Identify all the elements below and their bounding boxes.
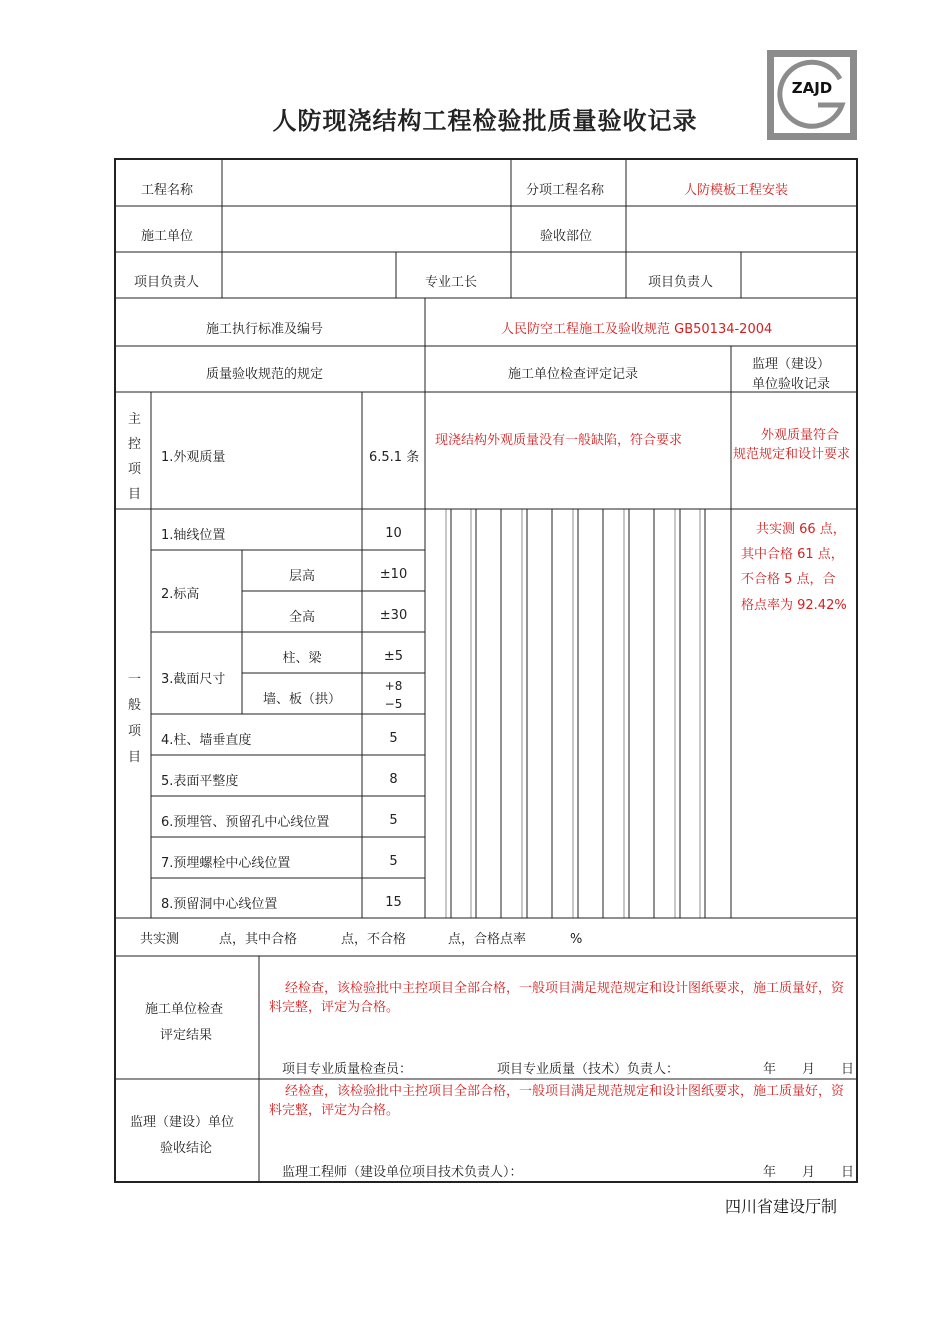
item-verticality-value: 5 [389, 731, 398, 746]
project-leader2-label: 项目负责人 [648, 275, 714, 290]
supervisor-result-text: 经检查，该检验批中主控项目全部合格，一般项目满足规范规定和设计图纸要求，施工质量好，资料完整，评定为合格。 [269, 1084, 845, 1118]
supervisor-record-header-2: 单位验收记录 [752, 377, 831, 392]
item-embedded-bolt-value: 5 [389, 854, 398, 869]
subproject-label: 分项工程名称 [526, 183, 605, 198]
appearance-record: 现浇结构外观质量没有一般缺陷，符合要求 [435, 433, 683, 448]
general-supervisor-line: 不合格 5 点，合 [741, 572, 836, 587]
page-title: 人防现浇结构工程检验批质量验收记录 [272, 107, 698, 135]
contractor-result-text: 经检查，该检验批中主控项目全部合格，一般项目满足规范规定和设计图纸要求，施工质量好，资料完整，评定为合格。 [269, 981, 845, 1015]
item-reserved-hole-value: 15 [385, 895, 402, 910]
item-verticality: 4.柱、墙垂直度 [161, 733, 252, 748]
appearance-item: 1.外观质量 [161, 450, 226, 465]
appearance-supervisor: 外观质量符合规范规定和设计要求 [733, 428, 851, 462]
summary-percent: % [570, 932, 583, 947]
general-supervisor-line: 格点率为 92.42% [741, 598, 847, 613]
spec-header: 质量验收规范的规定 [206, 367, 324, 382]
summary-rate: 点，合格点率 [448, 932, 527, 947]
item-embedded-pipe-value: 5 [389, 813, 398, 828]
standard-value: 人民防空工程施工及验收规范 GB50134-2004 [501, 322, 773, 337]
contractor-tech-leader: 项目专业质量（技术）负责人： [497, 1062, 680, 1077]
general-char: 般 [128, 698, 142, 713]
general-char: 项 [128, 724, 142, 739]
acceptance-part-label: 验收部位 [540, 229, 593, 244]
general-char: 目 [128, 750, 142, 765]
project-name-label: 工程名称 [141, 183, 194, 198]
item-embedded-bolt: 7.预埋螺栓中心线位置 [161, 856, 291, 871]
item-flatness: 5.表面平整度 [161, 774, 239, 789]
subproject-value: 人防模板工程安装 [684, 183, 789, 198]
item-embedded-pipe: 6.预埋管、预留孔中心线位置 [161, 815, 330, 830]
supervisor-record-header-1: 监理（建设） [752, 357, 831, 372]
item-reserved-hole: 8.预留洞中心线位置 [161, 897, 278, 912]
item-axis-value: 10 [385, 526, 402, 541]
summary-unqualified: 点，不合格 [341, 932, 407, 947]
main-control-char: 控 [128, 437, 142, 452]
contractor-inspector: 项目专业质量检查员： [282, 1062, 413, 1077]
contractor-date: 年 月 日 [763, 1062, 855, 1077]
project-leader-label: 项目负责人 [134, 275, 200, 290]
logo-text: ZAJD [791, 79, 833, 97]
item-floor-height-value: ±10 [379, 567, 408, 582]
contractor-result-label-2: 评定结果 [160, 1028, 213, 1043]
general-char: 一 [128, 672, 142, 687]
item-axis: 1.轴线位置 [161, 528, 226, 543]
summary-qualified: 点，其中合格 [219, 932, 298, 947]
main-control-char: 主 [128, 412, 142, 427]
supervisor-result-label-1: 监理（建设）单位 [130, 1115, 235, 1130]
item-total-height: 全高 [288, 610, 315, 625]
supervisor-date: 年 月 日 [763, 1165, 855, 1180]
item-flatness-value: 8 [389, 772, 398, 787]
foreman-label: 专业工长 [425, 275, 478, 290]
summary-total: 共实测 [140, 932, 180, 947]
item-column-beam-value: ±5 [383, 649, 404, 664]
standard-label: 施工执行标准及编号 [206, 322, 324, 337]
item-section: 3.截面尺寸 [161, 672, 226, 687]
item-wall-slab: 墙、板（拱） [262, 692, 341, 707]
contractor-label: 施工单位 [141, 229, 194, 244]
item-elevation: 2.标高 [161, 587, 200, 602]
item-column-beam: 柱、梁 [282, 651, 322, 666]
general-supervisor-line: 共实测 66 点， [756, 522, 846, 537]
contractor-record-header: 施工单位检查评定记录 [508, 367, 639, 382]
appearance-clause: 6.5.1 条 [369, 450, 420, 465]
item-total-height-value: ±30 [379, 608, 408, 623]
contractor-result-label-1: 施工单位检查 [145, 1002, 224, 1017]
item-wall-slab-value-minus: −5 [384, 697, 403, 711]
general-supervisor-line: 其中合格 61 点， [741, 547, 844, 562]
supervisor-engineer: 监理工程师（建设单位项目技术负责人）： [282, 1165, 523, 1180]
main-control-char: 项 [128, 462, 142, 477]
item-floor-height: 层高 [288, 569, 315, 584]
main-control-char: 目 [128, 487, 142, 502]
item-wall-slab-value-plus: +8 [384, 679, 403, 693]
supervisor-result-label-2: 验收结论 [160, 1141, 213, 1156]
footer-issuer: 四川省建设厅制 [725, 1197, 838, 1216]
